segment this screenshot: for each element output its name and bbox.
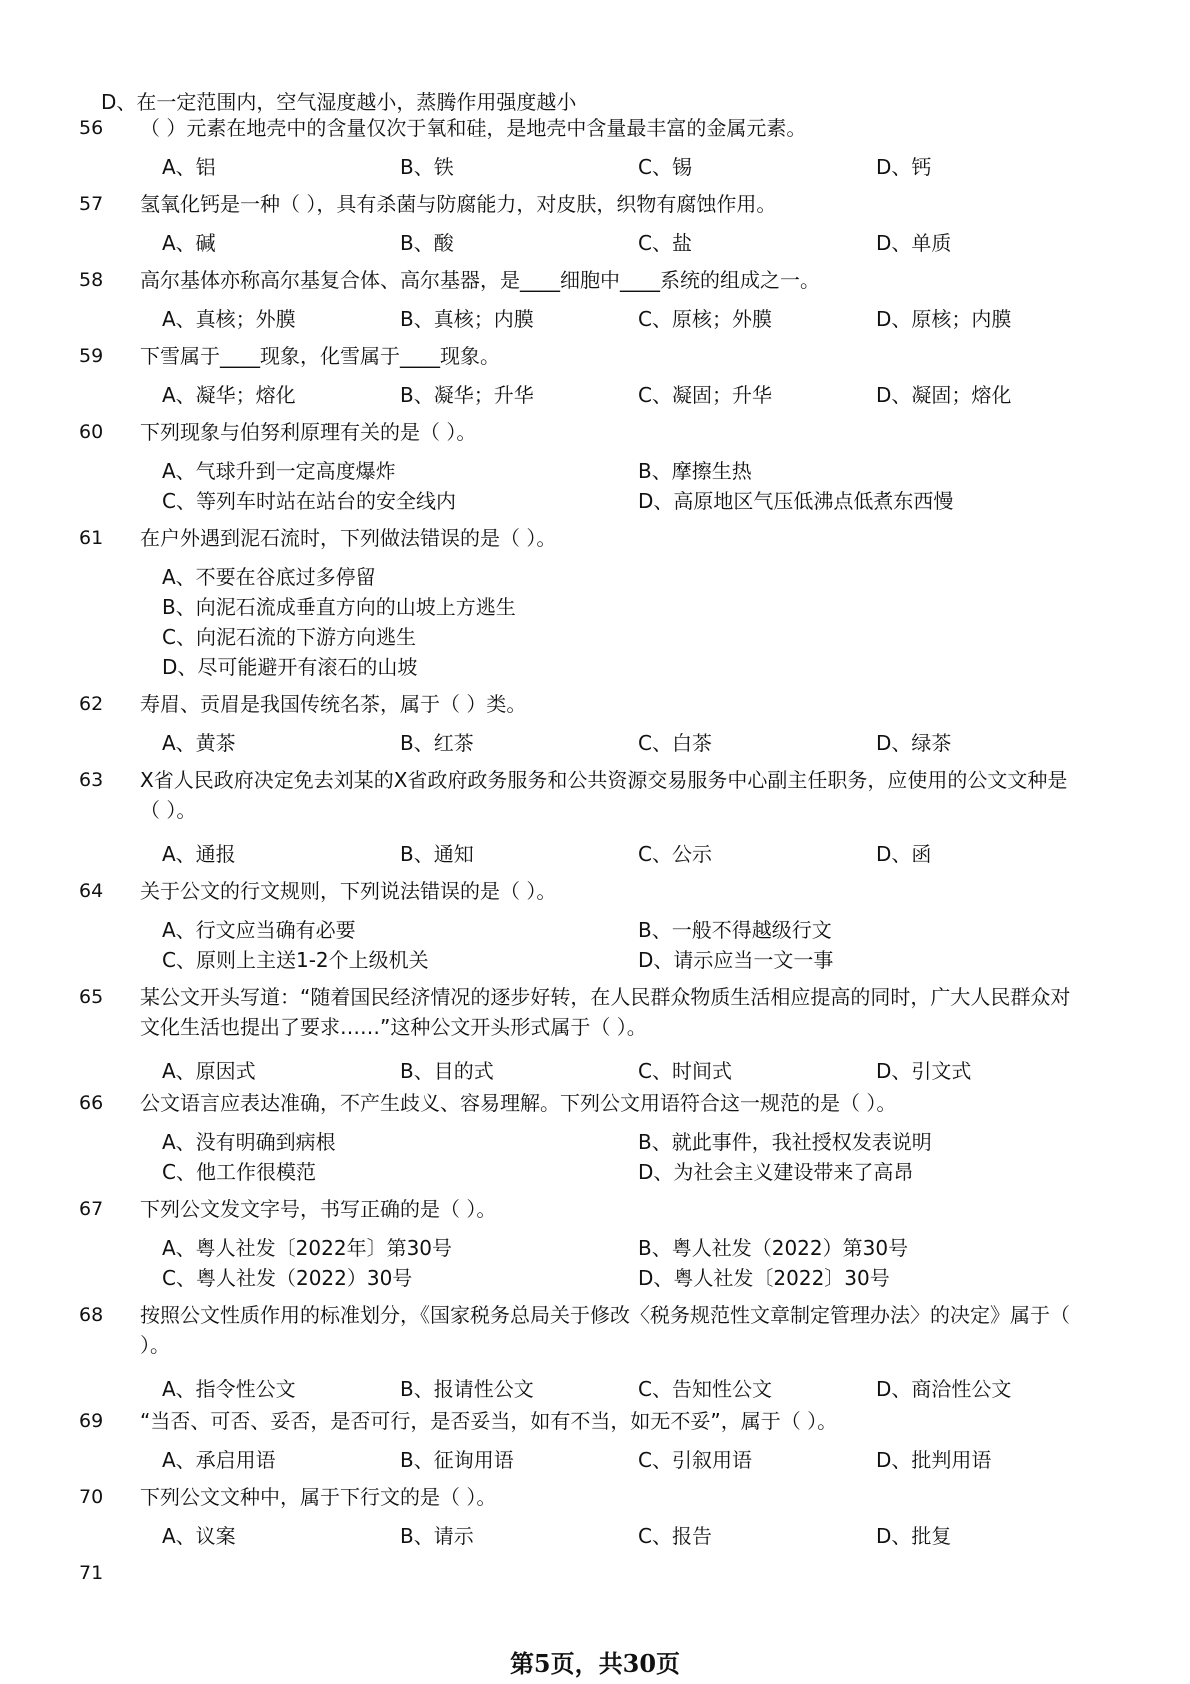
carryover-option: D、在一定范围内，空气湿度越小，蒸腾作用强度越小 (101, 90, 577, 114)
question-number: 69 (79, 1410, 104, 1432)
option-c: C、等列车时站在站台的安全线内 (162, 489, 456, 513)
option-d: D、凝固；熔化 (876, 383, 1012, 407)
option-b: B、酸 (400, 231, 454, 255)
option-c: C、凝固；升华 (638, 383, 772, 407)
option-b: B、征询用语 (400, 1448, 514, 1472)
question-text: 公文语言应表达准确，不产生歧义、容易理解。下列公文用语符合这一规范的是（ ）。 (140, 1091, 897, 1115)
option-b: B、通知 (400, 842, 474, 866)
option-c: C、时间式 (638, 1059, 732, 1083)
question-number: 56 (79, 117, 104, 139)
option-b: B、一般不得越级行文 (638, 918, 832, 942)
option-c: C、原则上主送1-2个上级机关 (162, 948, 429, 972)
option-d: D、尽可能避开有滚石的山坡 (162, 655, 418, 679)
option-a: A、气球升到一定高度爆炸 (162, 459, 396, 483)
option-d: D、函 (876, 842, 932, 866)
question-number: 57 (79, 193, 104, 215)
question-text: X省人民政府决定免去刘某的X省政府政务服务和公共资源交易服务中心副主任职务，应使用的公文文种是（ ）。 (140, 768, 1068, 822)
option-a: A、议案 (162, 1524, 236, 1548)
question-text: 按照公文性质作用的标准划分，《国家税务总局关于修改〈税务规范性文章制定管理办法〉的决定》属于（ ）。 (140, 1303, 1070, 1357)
question-number: 70 (79, 1486, 104, 1508)
option-c: C、公示 (638, 842, 712, 866)
option-a: A、凝华；熔化 (162, 383, 296, 407)
option-d: D、粤人社发〔2022〕30号 (638, 1266, 890, 1290)
option-b: B、凝华；升华 (400, 383, 534, 407)
option-c: C、白茶 (638, 731, 712, 755)
option-d: D、原核；内膜 (876, 307, 1012, 331)
option-d: D、为社会主义建设带来了高昂 (638, 1160, 914, 1184)
question-text: 下列公文文种中，属于下行文的是（ ）。 (140, 1485, 497, 1509)
option-c: C、锡 (638, 155, 692, 179)
question-text: 关于公文的行文规则，下列说法错误的是（ ）。 (140, 879, 557, 903)
option-a: A、不要在谷底过多停留 (162, 565, 376, 589)
option-d: D、钙 (876, 155, 932, 179)
question-number: 71 (79, 1562, 104, 1584)
option-d: D、批判用语 (876, 1448, 992, 1472)
option-c: C、他工作很模范 (162, 1160, 316, 1184)
option-a: A、没有明确到病根 (162, 1130, 336, 1154)
question-text: 高尔基体亦称高尔基复合体、高尔基器，是____细胞中____系统的组成之一。 (140, 268, 820, 292)
question-number: 58 (79, 269, 104, 291)
option-b: B、向泥石流成垂直方向的山坡上方逃生 (162, 595, 516, 619)
question-number: 64 (79, 880, 104, 902)
option-b: B、粤人社发（2022）第30号 (638, 1236, 909, 1260)
option-d: D、请示应当一文一事 (638, 948, 834, 972)
question-number: 67 (79, 1198, 104, 1220)
question-text: 氢氧化钙是一种（ ），具有杀菌与防腐能力，对皮肤，织物有腐蚀作用。 (140, 192, 777, 216)
question-text: “当否、可否、妥否，是否可行，是否妥当，如有不当，如无不妥”，属于（ ）。 (140, 1409, 838, 1433)
page-footer: 第5页，共30页 (509, 1649, 681, 1678)
option-a: A、通报 (162, 842, 236, 866)
option-a: A、原因式 (162, 1059, 256, 1083)
option-d: D、批复 (876, 1524, 952, 1548)
option-c: C、粤人社发（2022）30号 (162, 1266, 413, 1290)
option-c: C、报告 (638, 1524, 712, 1548)
question-text: 下列公文发文字号，书写正确的是（ ）。 (140, 1197, 497, 1221)
question-number: 62 (79, 693, 104, 715)
option-c: C、向泥石流的下游方向逃生 (162, 625, 416, 649)
option-a: A、行文应当确有必要 (162, 918, 356, 942)
option-a: A、承启用语 (162, 1448, 276, 1472)
option-d: D、高原地区气压低沸点低煮东西慢 (638, 489, 954, 513)
question-number: 65 (79, 986, 104, 1008)
option-b: B、请示 (400, 1524, 474, 1548)
option-a: A、碱 (162, 231, 216, 255)
option-a: A、粤人社发〔2022年〕第30号 (162, 1236, 453, 1260)
option-a: A、黄茶 (162, 731, 236, 755)
question-text: 下列现象与伯努利原理有关的是（ ）。 (140, 420, 477, 444)
question-text: 在户外遇到泥石流时，下列做法错误的是（ ）。 (140, 526, 557, 550)
option-b: B、就此事件，我社授权发表说明 (638, 1130, 932, 1154)
question-number: 66 (79, 1092, 104, 1114)
option-b: B、红茶 (400, 731, 474, 755)
option-a: A、真核；外膜 (162, 307, 296, 331)
question-number: 59 (79, 345, 104, 367)
option-d: D、绿茶 (876, 731, 952, 755)
option-b: B、真核；内膜 (400, 307, 534, 331)
question-text: （ ）元素在地壳中的含量仅次于氧和硅，是地壳中含量最丰富的金属元素。 (140, 116, 807, 140)
question-text: 寿眉、贡眉是我国传统名茶，属于（ ）类。 (140, 692, 527, 716)
option-b: B、报请性公文 (400, 1377, 534, 1401)
question-number: 68 (79, 1304, 104, 1326)
question-text: 某公文开头写道：“随着国民经济情况的逐步好转，在人民群众物质生活相应提高的同时，广大人民群众对文化生活也提出了要求……”这种公文开头形式属于（ ）。 (140, 985, 1071, 1039)
option-a: A、指令性公文 (162, 1377, 296, 1401)
question-text: 下雪属于____现象，化雪属于____现象。 (140, 344, 500, 368)
option-c: C、原核；外膜 (638, 307, 772, 331)
question-number: 63 (79, 769, 104, 791)
option-c: C、告知性公文 (638, 1377, 772, 1401)
option-d: D、商洽性公文 (876, 1377, 1012, 1401)
question-number: 61 (79, 527, 104, 549)
option-c: C、引叙用语 (638, 1448, 752, 1472)
question-number: 60 (79, 421, 104, 443)
option-b: B、铁 (400, 155, 454, 179)
option-d: D、单质 (876, 231, 952, 255)
option-c: C、盐 (638, 231, 692, 255)
option-a: A、铝 (162, 155, 216, 179)
option-b: B、目的式 (400, 1059, 494, 1083)
option-d: D、引文式 (876, 1059, 972, 1083)
option-b: B、摩擦生热 (638, 459, 752, 483)
